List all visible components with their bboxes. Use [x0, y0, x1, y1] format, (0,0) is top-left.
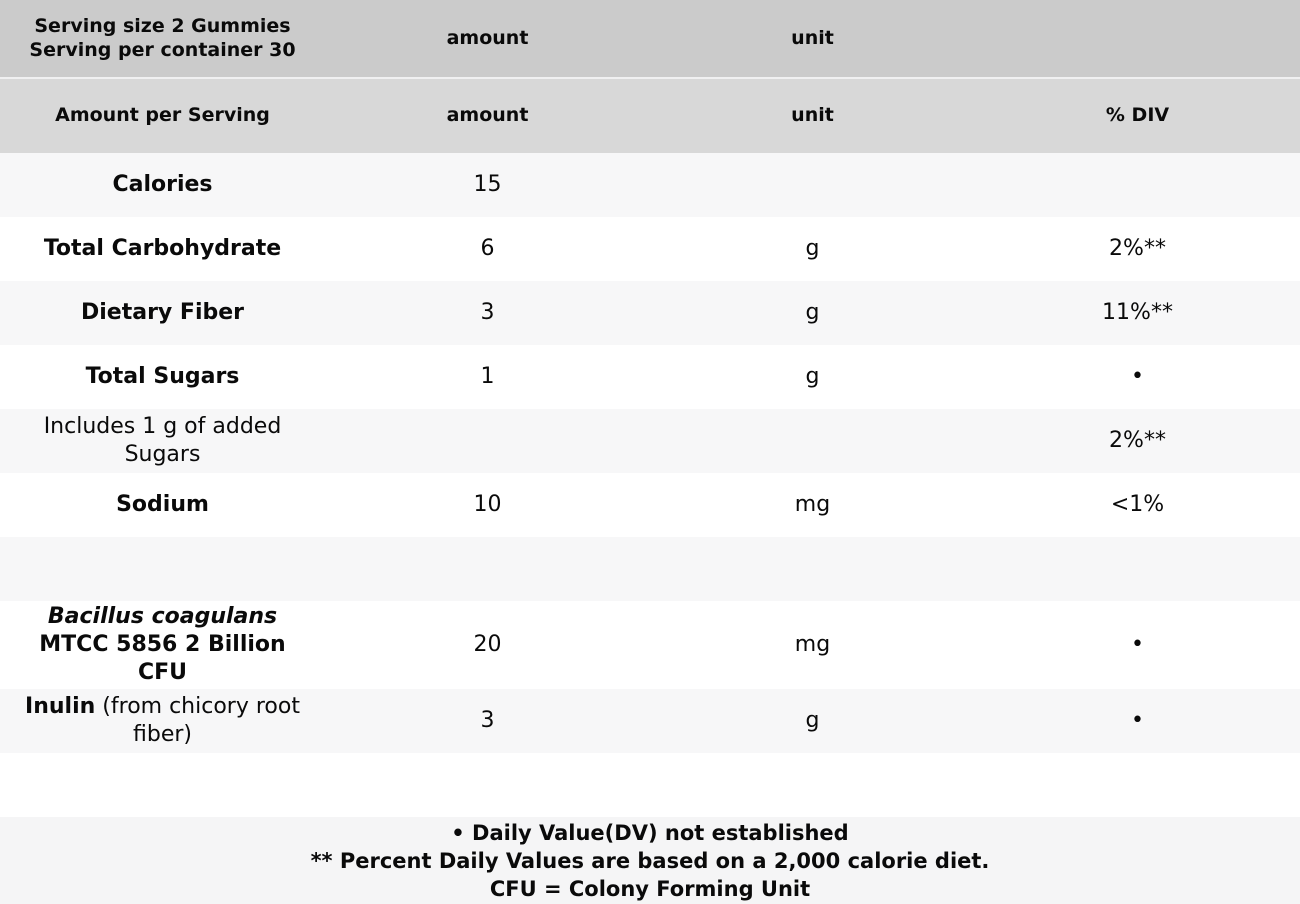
header-amount-per-serving: Amount per Serving — [55, 104, 270, 127]
table-row-calories — [0, 153, 1300, 217]
nutrient-amount: 1 — [480, 364, 495, 390]
nutrient-amount: 6 — [480, 236, 495, 262]
servings-per-container: Serving per container 30 — [29, 38, 296, 61]
nutrient-unit: g — [805, 364, 820, 390]
header-amount-2: amount — [446, 104, 529, 127]
nutrient-dv: 11%** — [1102, 300, 1173, 326]
nutrient-unit: mg — [794, 632, 831, 658]
nutrient-unit: g — [805, 236, 820, 262]
table-footer-gap — [0, 753, 1300, 817]
nutrient-name-regular: (from chicory root fiber) — [95, 694, 300, 747]
nutrient-dv: • — [1131, 632, 1144, 658]
header-amount: amount — [446, 26, 529, 49]
nutrient-dv: <1% — [1110, 492, 1165, 518]
nutrient-name — [0, 299, 325, 327]
nutrient-name-regular: Includes 1 g of added Sugars — [43, 414, 282, 467]
nutrient-name — [0, 171, 325, 199]
nutrient-name-bold: Inulin — [25, 694, 96, 720]
nutrient-name-bold: MTCC 5856 2 Billion CFU — [39, 632, 286, 685]
nutrient-name-bold: Calories — [112, 172, 213, 198]
nutrient-name-bold: Total Carbohydrate — [43, 236, 282, 262]
table-row-sodium — [0, 473, 1300, 537]
table-row-total-sugars — [0, 345, 1300, 409]
nutrient-dv: • — [1131, 364, 1144, 390]
nutrient-name — [0, 693, 325, 749]
nutrient-name-bold: Sodium — [116, 492, 209, 518]
table-row-empty — [0, 537, 1300, 601]
header-percent-div: % DIV — [1105, 104, 1170, 127]
serving-size: Serving size 2 Gummies — [34, 14, 291, 37]
header-unit: unit — [791, 26, 834, 49]
nutrient-amount: 20 — [473, 632, 502, 658]
nutrient-dv: 2%** — [1109, 236, 1166, 262]
nutrient-unit: g — [805, 708, 820, 734]
nutrient-unit: g — [805, 300, 820, 326]
nutrient-name — [0, 603, 325, 687]
header-row-columns — [0, 77, 1300, 153]
nutrient-amount: 3 — [480, 300, 495, 326]
footnotes — [0, 817, 1300, 904]
footnote-percent-daily-values: ** Percent Daily Values are based on a 2,000 calorie diet. — [310, 848, 990, 873]
table-row-dietary-fiber — [0, 281, 1300, 345]
nutrient-dv: 2%** — [1109, 428, 1166, 454]
nutrient-name-bold: Dietary Fiber — [80, 300, 245, 326]
nutrient-name-bold: Total Sugars — [85, 364, 240, 390]
nutrient-amount: 15 — [473, 172, 502, 198]
nutrient-unit: mg — [794, 492, 831, 518]
nutrient-amount: 3 — [480, 708, 495, 734]
table-row-total-carbohydrate — [0, 217, 1300, 281]
serving-info — [0, 15, 325, 62]
nutrient-name — [0, 413, 325, 469]
table-row-bacillus-coagulans — [0, 601, 1300, 689]
header-unit-2: unit — [791, 104, 834, 127]
table-row-added-sugars — [0, 409, 1300, 473]
nutrient-amount: 10 — [473, 492, 502, 518]
nutrient-name — [0, 235, 325, 263]
footnote-cfu-definition: CFU = Colony Forming Unit — [489, 876, 811, 901]
nutrient-dv: • — [1131, 708, 1144, 734]
table-row-inulin — [0, 689, 1300, 753]
footnote-dv-not-established: • Daily Value(DV) not established — [451, 820, 849, 845]
nutrient-name-italic: Bacillus coagulans — [47, 604, 278, 630]
nutrient-name — [0, 363, 325, 391]
header-row-serving — [0, 0, 1300, 77]
nutrient-name — [0, 491, 325, 519]
